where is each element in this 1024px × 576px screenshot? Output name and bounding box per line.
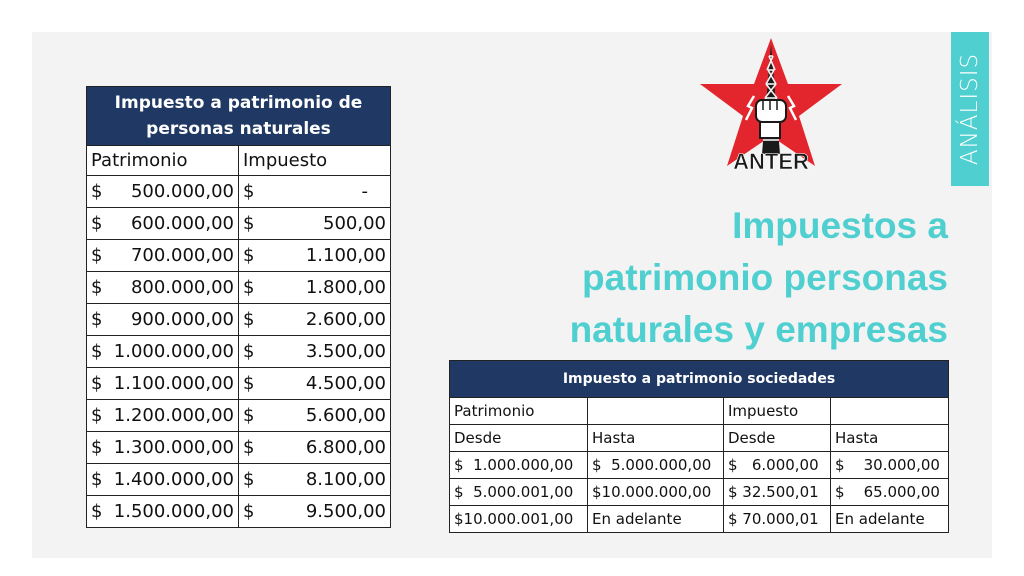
cell-i-hasta: $ 30.000,00 — [831, 452, 949, 479]
cell-impuesto — [239, 496, 391, 528]
currency-symbol: $ — [243, 437, 255, 458]
amount: 1.500.000,00 — [113, 501, 234, 522]
currency-symbol: $ — [243, 469, 255, 490]
currency-symbol: $ — [243, 501, 255, 522]
column-header-impuesto: Impuesto — [239, 146, 391, 176]
table-row — [87, 336, 391, 368]
currency-symbol: $ — [91, 405, 103, 426]
amount: 1.300.000,00 — [113, 437, 234, 458]
currency-symbol: $ — [91, 501, 103, 522]
cell-p-desde: $ 5.000.001,00 — [450, 479, 588, 506]
headline-line: patrimonio personas — [582, 257, 948, 298]
cell-impuesto — [239, 240, 391, 272]
table-row — [87, 304, 391, 336]
amount: 500.000,00 — [130, 181, 234, 202]
table-row — [450, 479, 949, 506]
amount: 5.600,00 — [305, 405, 386, 426]
amount: 1.100,00 — [305, 245, 386, 266]
cell-patrimonio — [87, 208, 239, 240]
table-row — [87, 400, 391, 432]
currency-symbol: $ — [243, 373, 255, 394]
amount: - — [361, 181, 368, 202]
logo-text: ANTER — [733, 149, 809, 174]
anter-logo — [696, 36, 846, 176]
cell-patrimonio — [87, 400, 239, 432]
group-header-patrimonio: Patrimonio — [450, 398, 588, 425]
currency-symbol: $ — [91, 245, 103, 266]
amount: 1.400.000,00 — [113, 469, 234, 490]
cell-impuesto — [239, 176, 391, 208]
amount: 2.600,00 — [305, 309, 386, 330]
currency-symbol: $ — [91, 277, 103, 298]
cell-patrimonio — [87, 304, 239, 336]
table-row — [87, 208, 391, 240]
currency-symbol: $ — [91, 213, 103, 234]
amount: 900.000,00 — [130, 309, 234, 330]
currency-symbol: $ — [243, 405, 255, 426]
column-header-hasta: Hasta — [588, 425, 724, 452]
cell-impuesto — [239, 432, 391, 464]
table-row — [87, 368, 391, 400]
cell-patrimonio — [87, 496, 239, 528]
cell-p-hasta: $ 5.000.000,00 — [588, 452, 724, 479]
table-row — [87, 176, 391, 208]
cell-patrimonio — [87, 336, 239, 368]
table-row — [87, 240, 391, 272]
amount: 800.000,00 — [130, 277, 234, 298]
cell-patrimonio — [87, 464, 239, 496]
amount: 8.100,00 — [305, 469, 386, 490]
cell-impuesto — [239, 368, 391, 400]
cell-i-hasta: $ 65.000,00 — [831, 479, 949, 506]
column-header-desde: Desde — [724, 425, 831, 452]
cell-patrimonio — [87, 176, 239, 208]
cell-impuesto — [239, 304, 391, 336]
cell-i-desde: $ 70.000,01 — [724, 506, 831, 533]
headline — [468, 200, 948, 356]
amount: 1.800,00 — [305, 277, 386, 298]
table-row — [87, 496, 391, 528]
cell-patrimonio — [87, 432, 239, 464]
cell-patrimonio — [87, 368, 239, 400]
currency-symbol: $ — [243, 181, 255, 202]
cell-impuesto — [239, 336, 391, 368]
section-tag-label: ANÁLISIS — [957, 52, 984, 166]
table-row — [87, 464, 391, 496]
cell-impuesto — [239, 272, 391, 304]
natural-persons-tax-table — [86, 86, 391, 528]
companies-tax-table — [449, 360, 949, 533]
currency-symbol: $ — [91, 373, 103, 394]
currency-symbol: $ — [243, 277, 255, 298]
table-title: Impuesto a patrimonio de personas naturales — [87, 87, 391, 146]
amount: 500,00 — [323, 213, 386, 234]
currency-symbol: $ — [91, 437, 103, 458]
table-row — [87, 272, 391, 304]
currency-symbol: $ — [243, 309, 255, 330]
amount: 1.200.000,00 — [113, 405, 234, 426]
amount: 9.500,00 — [305, 501, 386, 522]
table-row — [87, 432, 391, 464]
amount: 700.000,00 — [130, 245, 234, 266]
headline-line: Impuestos a — [732, 205, 948, 246]
cell-i-desde: $ 32.500,01 — [724, 479, 831, 506]
amount: 600.000,00 — [130, 213, 234, 234]
table-row — [450, 452, 949, 479]
amount: 4.500,00 — [305, 373, 386, 394]
currency-symbol: $ — [91, 181, 103, 202]
currency-symbol: $ — [91, 341, 103, 362]
headline-line: naturales y empresas — [569, 309, 948, 350]
amount: 1.000.000,00 — [113, 341, 234, 362]
cell-patrimonio — [87, 240, 239, 272]
column-header-hasta: Hasta — [831, 425, 949, 452]
table-title: Impuesto a patrimonio sociedades — [450, 361, 949, 398]
currency-symbol: $ — [243, 213, 255, 234]
currency-symbol: $ — [243, 341, 255, 362]
cell-p-hasta: $10.000.000,00 — [588, 479, 724, 506]
column-header-patrimonio: Patrimonio — [87, 146, 239, 176]
amount: 6.800,00 — [305, 437, 386, 458]
cell-p-desde: $10.000.001,00 — [450, 506, 588, 533]
group-header-impuesto: Impuesto — [724, 398, 831, 425]
cell-impuesto — [239, 400, 391, 432]
amount: 1.100.000,00 — [113, 373, 234, 394]
cell-i-hasta: En adelante — [831, 506, 949, 533]
currency-symbol: $ — [243, 245, 255, 266]
cell-p-hasta: En adelante — [588, 506, 724, 533]
column-header-desde: Desde — [450, 425, 588, 452]
cell-i-desde: $ 6.000,00 — [724, 452, 831, 479]
section-tag — [951, 32, 989, 186]
amount: 3.500,00 — [305, 341, 386, 362]
cell-impuesto — [239, 464, 391, 496]
cell-p-desde: $ 1.000.000,00 — [450, 452, 588, 479]
currency-symbol: $ — [91, 309, 103, 330]
table-row — [450, 506, 949, 533]
cell-patrimonio — [87, 272, 239, 304]
currency-symbol: $ — [91, 469, 103, 490]
cell-impuesto — [239, 208, 391, 240]
